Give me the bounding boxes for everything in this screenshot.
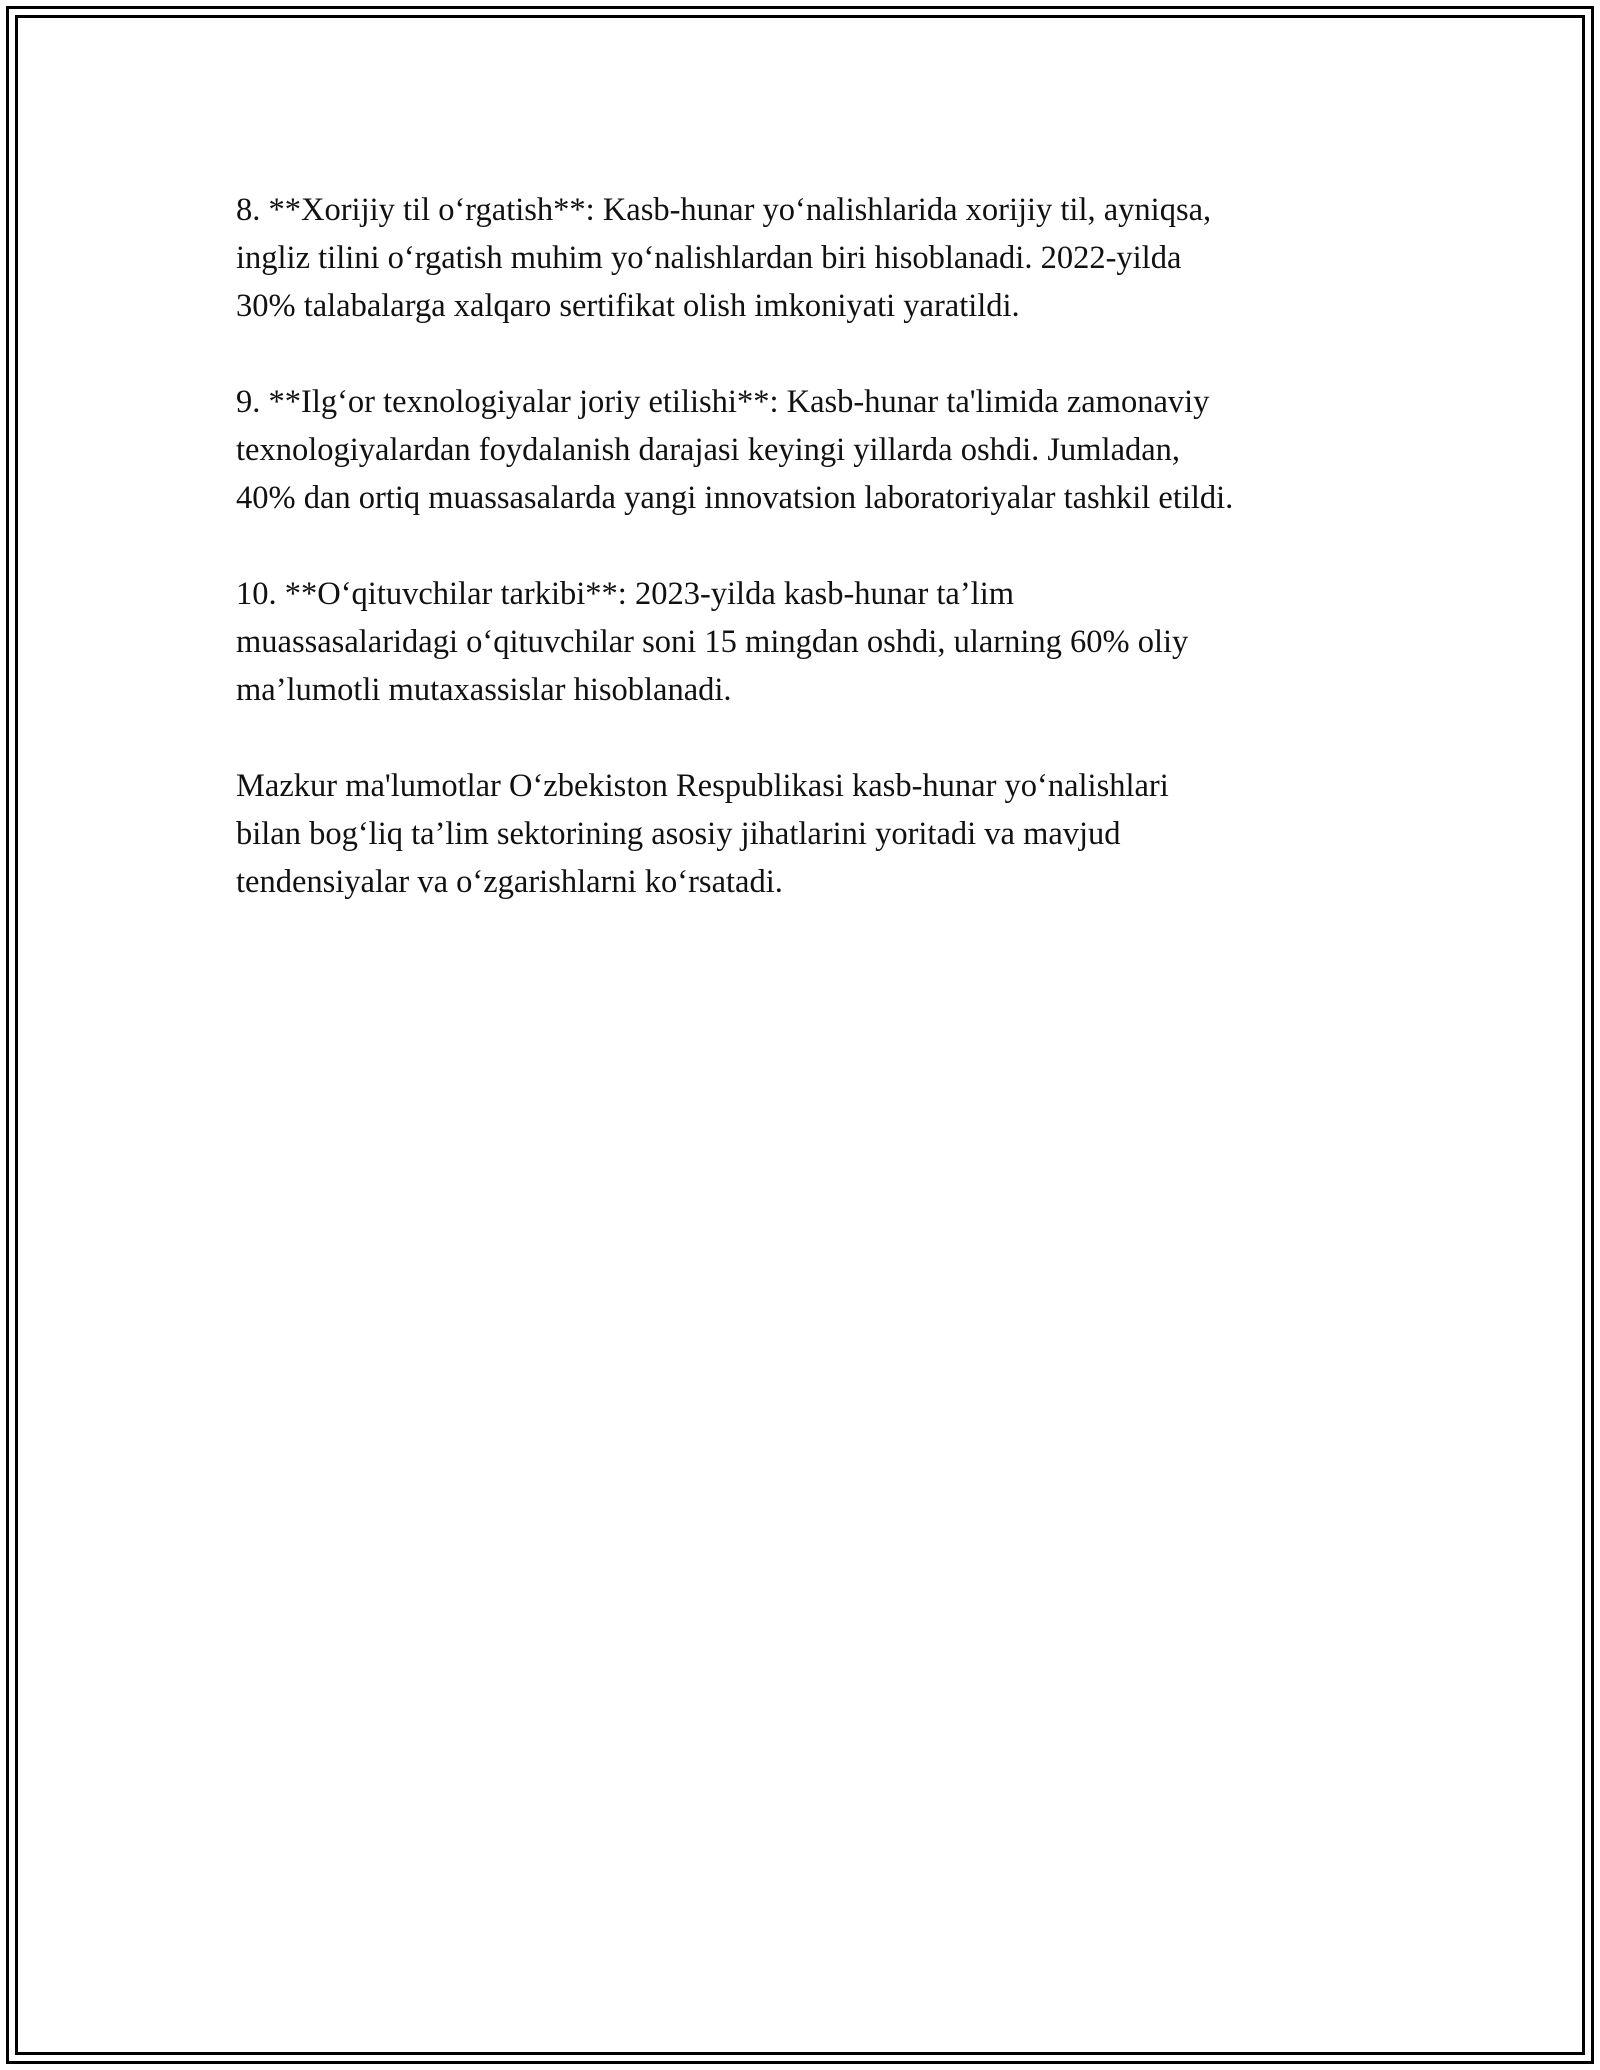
paragraph-item-10 xyxy=(236,570,1416,714)
document-body xyxy=(236,186,1416,954)
paragraph-line: ma’lumotli mutaxassislar hisoblanadi. xyxy=(236,672,732,708)
paragraph-line: 9. **Ilg‘or texnologiyalar joriy etilishi**: Kasb-hunar ta'limida zamonaviy xyxy=(236,384,1210,420)
paragraph-line: 8. **Xorijiy til o‘rgatish**: Kasb-hunar yo‘nalishlarida xorijiy til, ayniqsa, xyxy=(236,192,1212,228)
paragraph-item-8 xyxy=(236,186,1416,330)
paragraph-line: 40% dan ortiq muassasalarda yangi innovatsion laboratoriyalar tashkil etildi. xyxy=(236,480,1234,516)
paragraph-line: texnologiyalardan foydalanish darajasi keyingi yillarda oshdi. Jumladan, xyxy=(236,432,1181,468)
paragraph-line: 10. **O‘qituvchilar tarkibi**: 2023-yilda kasb-hunar ta’lim xyxy=(236,576,1015,612)
paragraph-line: Mazkur ma'lumotlar O‘zbekiston Respublikasi kasb-hunar yo‘nalishlari xyxy=(236,768,1169,804)
paragraph-line: tendensiyalar va o‘zgarishlarni ko‘rsatadi. xyxy=(236,864,783,900)
paragraph-item-9 xyxy=(236,378,1416,522)
paragraph-line: ingliz tilini o‘rgatish muhim yo‘nalishlardan biri hisoblanadi. 2022-yilda xyxy=(236,240,1182,276)
paragraph-line: muassasalaridagi o‘qituvchilar soni 15 mingdan oshdi, ularning 60% oliy xyxy=(236,624,1189,660)
paragraph-conclusion xyxy=(236,762,1416,906)
paragraph-line: 30% talabalarga xalqaro sertifikat olish imkoniyati yaratildi. xyxy=(236,288,1020,324)
paragraph-line: bilan bog‘liq ta’lim sektorining asosiy jihatlarini yoritadi va mavjud xyxy=(236,816,1121,852)
